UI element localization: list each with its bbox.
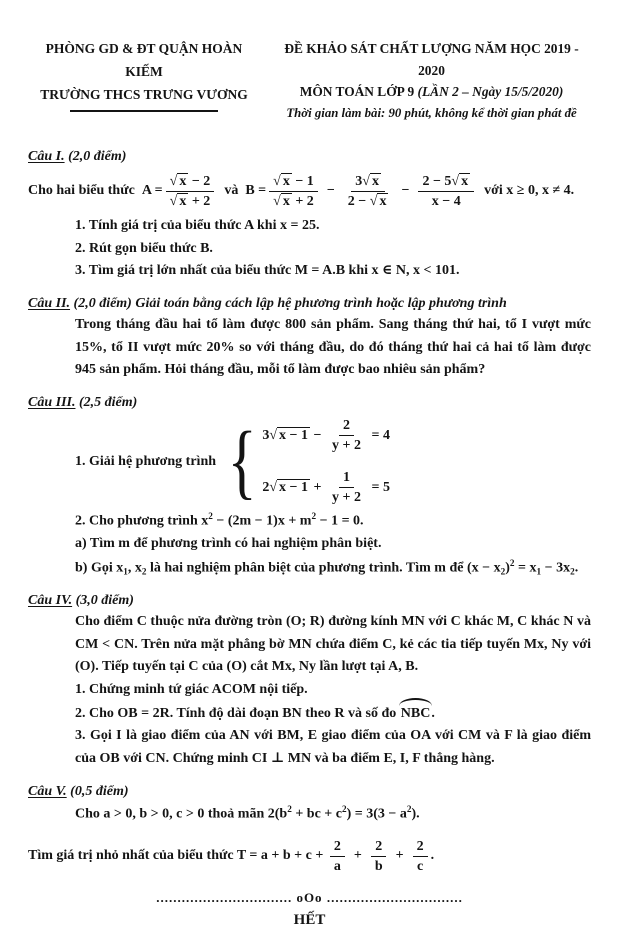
item2-tail: .	[431, 705, 435, 721]
superscript-2: 2	[311, 510, 317, 521]
sqrt-sign: √	[169, 173, 178, 189]
section-cau2	[28, 293, 591, 382]
num: 2	[413, 838, 428, 858]
cau2-heading-line	[28, 293, 591, 314]
eq1-num: 2	[339, 417, 354, 437]
l1-t3: ) = 3(3 − a	[346, 806, 407, 822]
cau3-points: (2,5 điểm)	[75, 394, 138, 410]
plus-operator: +	[395, 848, 404, 864]
eq3-t2: − (2m − 1)x + m	[212, 513, 312, 529]
section-cau3	[28, 392, 591, 580]
cau2-heading: Câu II.	[28, 295, 71, 311]
eq2-fraction	[328, 469, 365, 507]
subscript-1: 1	[123, 566, 128, 577]
cau3-heading-line	[28, 392, 591, 413]
fraction-2b	[371, 838, 387, 876]
eq1-rhs: = 4	[368, 427, 390, 443]
sqrt-sign: √	[273, 173, 281, 189]
subscript-2: 2	[500, 566, 506, 577]
cau1-a-label: A =	[141, 183, 163, 199]
b-t4: − x	[478, 560, 501, 576]
fraction-B2	[344, 173, 393, 211]
separator-line	[28, 890, 591, 906]
cau1-b-label: B =	[245, 183, 267, 199]
num: 2	[330, 838, 345, 858]
l2-pre: Tìm giá trị nhỏ nhất của biểu thức T = a + b + c +	[28, 848, 327, 864]
minus-operator: −	[326, 183, 335, 199]
fraction-2c	[413, 838, 428, 876]
den: a	[333, 859, 341, 875]
eq3-t3: − 1 = 0.	[316, 513, 364, 529]
eq2-num: 1	[339, 469, 354, 489]
dots-left: ................................	[156, 889, 293, 905]
department-name: PHÒNG GD & ĐT QUẬN HOÀN KIẾM	[45, 41, 243, 79]
l2-tail: .	[430, 848, 435, 864]
cau1-heading-line	[28, 146, 591, 167]
radicand: x	[282, 173, 290, 189]
num-pre: 3√	[355, 173, 370, 189]
den-text: x − 4	[431, 194, 461, 210]
exam-title-block	[260, 38, 591, 124]
eq3-t1: x	[201, 513, 209, 529]
cau1-condition: với x ≥ 0, x ≠ 4.	[484, 183, 575, 199]
l1-t4: ).	[411, 806, 420, 822]
superscript-2: 2	[341, 803, 347, 814]
eq1-fraction	[328, 417, 365, 455]
section-cau5	[28, 781, 591, 876]
sqrt-sign: √	[273, 194, 281, 210]
end-label: HẾT	[293, 911, 326, 928]
section-cau4	[28, 590, 591, 771]
cau1-heading: Câu I.	[28, 148, 65, 164]
cau1-expressions	[28, 173, 591, 211]
num-tail: − 1	[291, 173, 314, 189]
cau1-points: (2,0 điểm)	[64, 148, 127, 164]
system-of-equations	[75, 414, 591, 508]
radicand: x	[179, 173, 187, 189]
radicand: x	[282, 194, 290, 210]
superscript-2: 2	[509, 557, 515, 568]
cau2-subtitle: Giải toán bằng cách lập hệ phương trình hoặc lập phương trình	[135, 295, 507, 311]
subscript-2: 2	[141, 566, 147, 577]
cau3-item2	[75, 509, 591, 533]
ooo-mark: oOo	[292, 889, 327, 905]
document-header	[28, 38, 591, 124]
angle-arc-NBC: NBC	[400, 702, 432, 726]
eq2-rhs: = 5	[368, 479, 390, 495]
cau5-line1	[75, 802, 591, 826]
section-cau1	[28, 146, 591, 283]
minus-operator: −	[401, 183, 410, 199]
b-t2: , x	[127, 560, 142, 576]
cau4-paragraph: Cho điểm C thuộc nửa đường tròn (O; R) đường kính MN với C khác M, C khác N và CM < CN. Trên nửa mặt phẳng bờ MN chứa điểm C, kẻ các tia tiếp tuyến Mx, Ny với (O). Tiếp tuyến tại C của (O) cắt Mx, Ny lần lượt tại A, B.	[75, 613, 591, 675]
radicand: x	[179, 194, 187, 210]
num-pre: 2 − 5√	[422, 173, 460, 189]
cau3-item1-label: 1. Giải hệ phương trình	[75, 453, 217, 469]
den-tail: + 2	[291, 194, 314, 210]
radicand: x − 1	[279, 480, 309, 496]
subject-date: (LẦN 2 – Ngày 15/5/2020)	[417, 84, 564, 100]
cau4-heading: Câu IV.	[28, 592, 73, 608]
exam-subject	[272, 81, 591, 103]
b-t7: − 3x	[541, 560, 571, 576]
dots-right: ................................	[326, 889, 463, 905]
den: b	[374, 859, 383, 875]
cau4-points: (3,0 điểm)	[72, 592, 134, 608]
exam-title: ĐỀ KHẢO SÁT CHẤT LƯỢNG NĂM HỌC 2019 - 2020	[284, 41, 579, 78]
school-name: TRƯỜNG THCS TRƯNG VƯƠNG	[40, 86, 248, 102]
cau1-item2: 2. Rút gọn biểu thức B.	[75, 240, 213, 256]
eq1-den: y + 2	[332, 438, 361, 454]
fraction-B1	[269, 173, 318, 211]
system-brace: {	[227, 414, 257, 508]
document-footer	[28, 890, 591, 929]
cau3-heading: Câu III.	[28, 394, 76, 410]
eq2-den: y + 2	[332, 490, 361, 506]
header-underline	[70, 110, 218, 112]
l1-t1: Cho a > 0, b > 0, c > 0 thoả mãn 2(b	[75, 806, 288, 822]
item2-pre: 2. Cho OB = 2R. Tính độ dài đoạn BN theo R và số đo	[75, 705, 400, 721]
b-t8: .	[574, 560, 579, 576]
eq1-op: −	[310, 427, 326, 443]
b-t6: = x	[514, 560, 537, 576]
cau5-heading-line	[28, 781, 591, 802]
cau5-heading: Câu V.	[28, 783, 67, 799]
radicand: x	[379, 194, 387, 210]
fraction-A	[166, 173, 215, 211]
superscript-2: 2	[208, 510, 213, 521]
b-t5: )	[505, 560, 510, 576]
cau4-item2	[75, 702, 591, 726]
sqrt-sign: √	[169, 194, 178, 210]
cau3-item-b	[75, 556, 591, 580]
superscript-2: 2	[406, 803, 412, 814]
exam-duration: Thời gian làm bài: 90 phút, không kể thời gian phát đề	[286, 106, 577, 121]
cau1-intro: Cho hai biểu thức	[28, 183, 135, 199]
den-pre: 2 − √	[347, 194, 378, 210]
cau1-va: và	[224, 183, 239, 199]
subject-main: MÔN TOÁN LỚP 9	[299, 84, 418, 100]
cau4-item1: 1. Chứng minh tứ giác ACOM nội tiếp.	[75, 681, 308, 697]
den-tail: + 2	[188, 194, 211, 210]
radicand: x	[461, 173, 469, 189]
eq2-pre: 2√	[262, 479, 278, 495]
cau4-heading-line	[28, 590, 591, 611]
school-block	[28, 38, 260, 112]
cau5-line2	[28, 838, 591, 876]
num-tail: − 2	[188, 173, 211, 189]
cau5-points: (0,5 điểm)	[66, 783, 129, 799]
cau1-item3: 3. Tìm giá trị lớn nhất của biểu thức M = A.B khi x ∈ N, x < 101.	[75, 263, 460, 279]
den: c	[417, 859, 424, 875]
subscript-1: 1	[536, 566, 542, 577]
equation-2	[262, 469, 390, 507]
b-t3: là hai nghiệm phân biệt của phương trình. Tìm m để (x	[146, 560, 479, 576]
radicand: x	[371, 173, 379, 189]
item2-pre: 2. Cho phương trình	[75, 513, 202, 529]
cau3-item-a: a) Tìm m để phương trình có hai nghiệm phân biệt.	[75, 536, 382, 552]
plus-operator: +	[353, 848, 362, 864]
num: 2	[371, 838, 386, 858]
cau1-item1: 1. Tính giá trị của biểu thức A khi x = 25.	[75, 217, 320, 233]
fraction-B3	[418, 173, 474, 211]
superscript-2: 2	[287, 803, 292, 814]
equation-1	[262, 417, 390, 455]
eq2-op: +	[310, 479, 326, 495]
l1-t2: + bc + c	[291, 806, 342, 822]
cau4-item3: 3. Gọi I là giao điểm của AN với BM, E giao điểm của OA với CM và F là giao điểm của OB với CN. Chứng minh CI ⊥ MN và ba điểm E, I, F thẳng hàng.	[75, 728, 591, 766]
eq1-pre: 3√	[262, 427, 278, 443]
radicand: x − 1	[279, 428, 309, 444]
cau2-body: Trong tháng đầu hai tổ làm được 800 sản phẩm. Sang tháng thứ hai, tổ I vượt mức 15%, tổ II vượt mức 20% so với tháng đầu, do đó tháng thứ hai cả hai tổ làm được 945 sản phẩm. Hỏi tháng đầu, mỗi tổ làm được bao nhiêu sản phẩm?	[75, 316, 591, 378]
fraction-2a	[330, 838, 345, 876]
subscript-2: 2	[570, 566, 575, 577]
b-t1: b) Gọi x	[75, 560, 124, 576]
cau2-points: (2,0 điểm)	[70, 295, 136, 311]
